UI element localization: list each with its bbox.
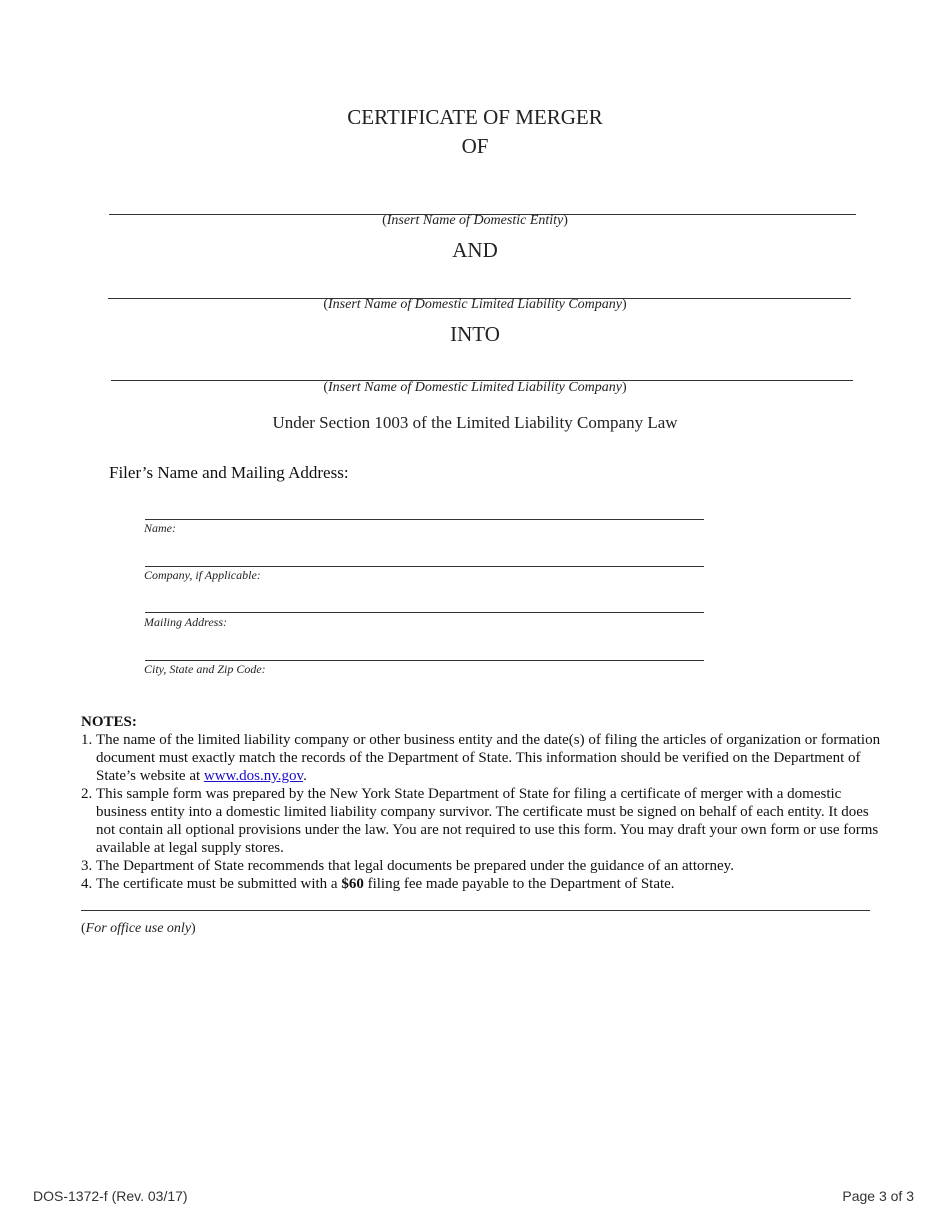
document-title-of: OF [461,134,489,158]
notes-list [81,731,881,893]
note-item: 3. The Department of State recommends that legal documents be prepared under the guidance of an attorney. [96,857,881,875]
note-4-text: The certificate must be submitted with a [96,876,342,892]
note-1-text-end: . [303,768,307,784]
note-item: 2. This sample form was prepared by the New York State Department of State for filing a certificate of merger with a domestic business entity into a domestic limited liability company survivor. The certificate must be signed on behalf of each entity. It does not contain all optional provisions under the law. You are not required to use this form. You may draft your own form or use forms available at legal supply stores. [96,785,881,857]
filer-city-line[interactable] [145,660,704,661]
filer-address-line[interactable] [145,612,704,613]
filer-city-label: City, State and Zip Code: [144,662,266,676]
office-use-text: For office use only [85,921,192,936]
note-item [96,731,881,785]
filer-company-line[interactable] [145,566,704,567]
note-item [96,875,881,893]
note-1-text: The name of the limited liability company or other business entity and the date(s) of filing the articles of organization or formation document must exactly match the records of the Department of State. This information should be verified on the Department of State’s website at [96,732,881,784]
conjunction-into: INTO [450,322,500,346]
entity1-caption-text: Insert Name of Domestic Entity [386,213,564,228]
statute-reference: Under Section 1003 of the Limited Liability Company Law [272,413,678,432]
note-4-text-end: filing fee made payable to the Department of State. [363,876,675,892]
conjunction-and: AND [452,238,498,262]
entity3-caption: (Insert Name of Domestic Limited Liability Company) [323,380,627,395]
page-number: Page 3 of 3 [842,1188,914,1204]
form-id: DOS-1372-f (Rev. 03/17) [33,1188,188,1204]
notes-heading: NOTES: [81,714,137,730]
office-use-divider [81,910,870,911]
entity3-caption-text: Insert Name of Domestic Limited Liability Company [328,380,622,395]
filing-fee: $60 [341,876,364,892]
filer-address-label: Mailing Address: [144,615,227,629]
filer-name-label: Name: [144,521,176,535]
filer-name-line[interactable] [145,519,704,520]
office-use-caption: (For office use only) [81,921,196,936]
notes-section [81,713,881,893]
filer-heading: Filer’s Name and Mailing Address: [109,463,349,482]
entity2-caption: (Insert Name of Domestic Limited Liability Company) [323,297,627,312]
filer-company-label: Company, if Applicable: [144,568,261,582]
dos-website-link[interactable]: www.dos.ny.gov [203,768,304,784]
document-title: CERTIFICATE OF MERGER [347,105,603,129]
entity1-caption: (Insert Name of Domestic Entity) [382,213,568,228]
entity2-caption-text: Insert Name of Domestic Limited Liability Company [328,297,622,312]
